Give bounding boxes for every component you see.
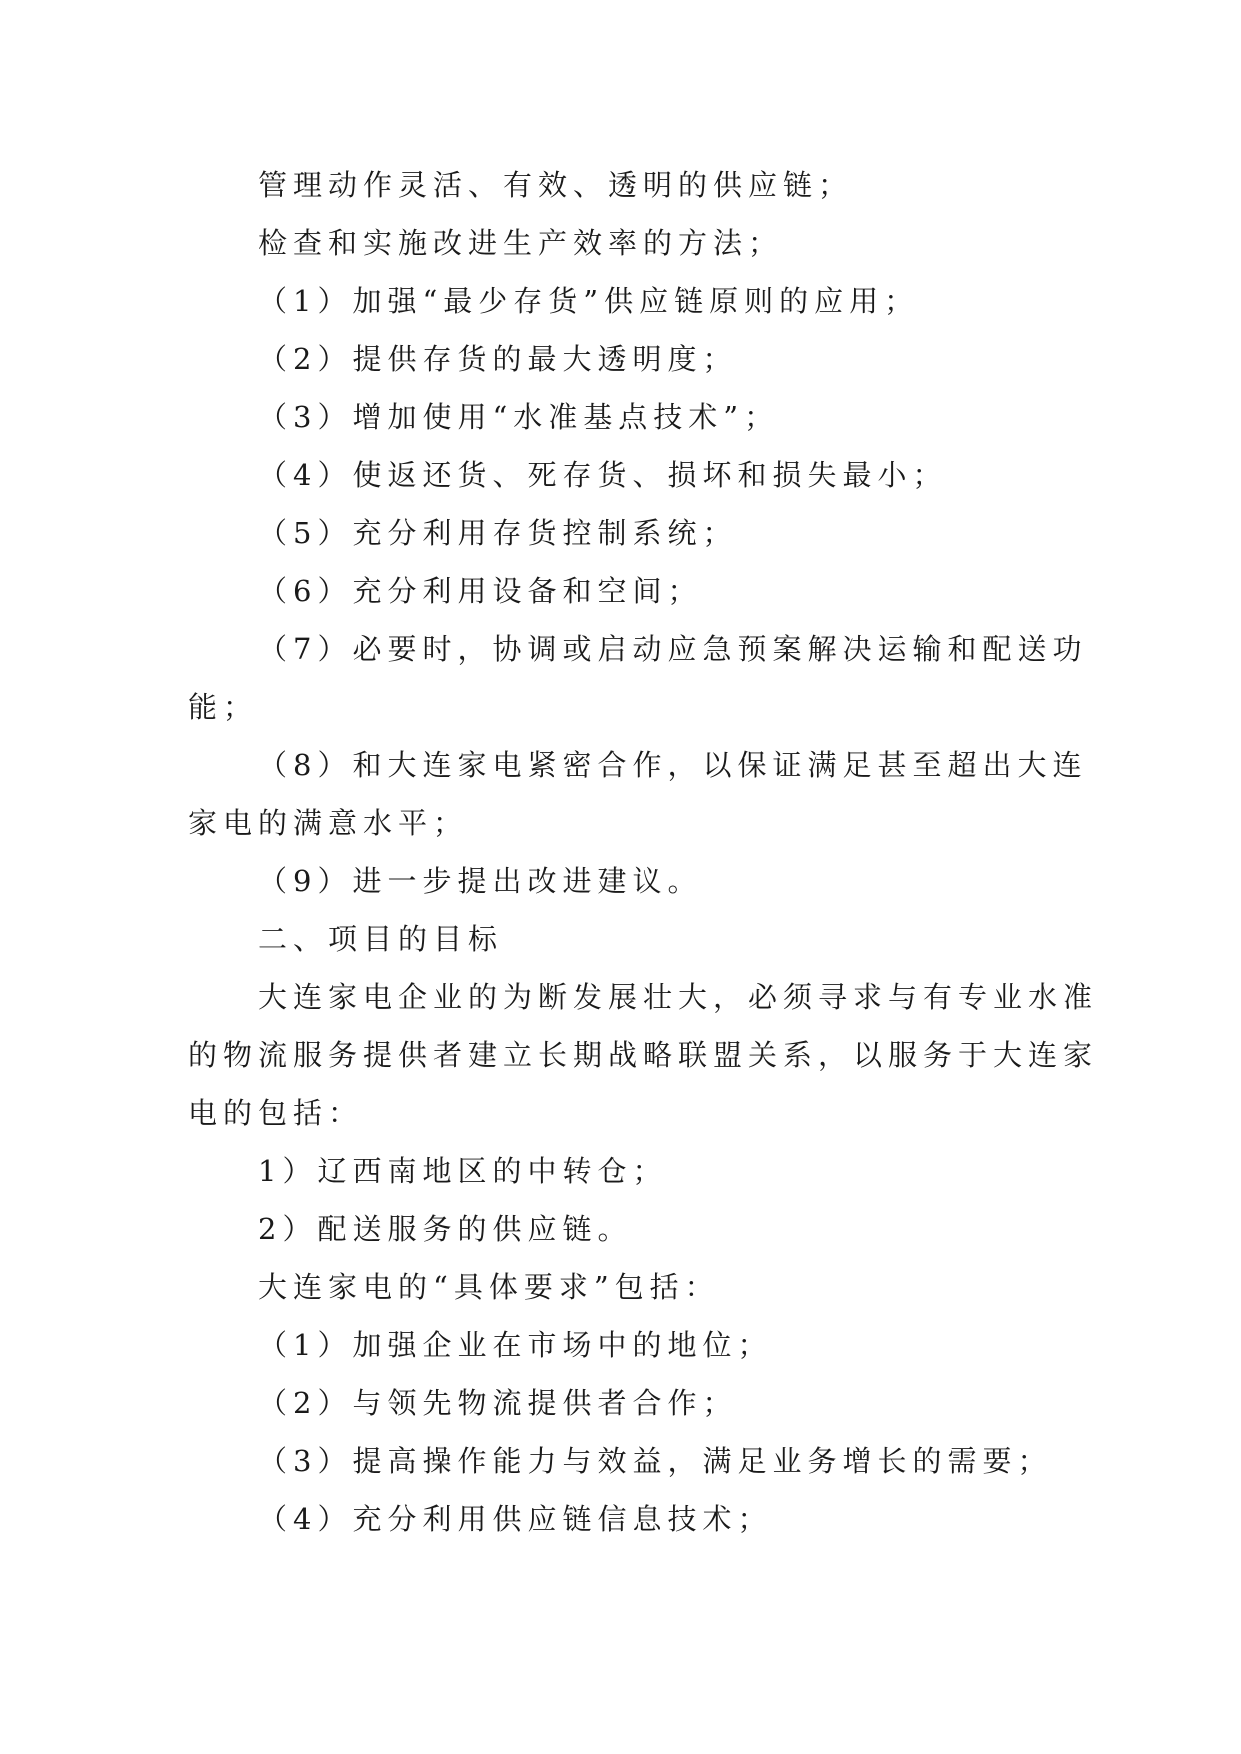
list-item: 2）配送服务的供应链。 (258, 1212, 633, 1246)
list-item: （9）进一步提出改进建议。 (258, 864, 703, 898)
list-item: 1）辽西南地区的中转仓； (258, 1154, 668, 1188)
list-item: （7）必要时，协调或启动应急预案解决运输和配送功 (258, 632, 1088, 666)
section-heading: 二、项目的目标 (258, 922, 504, 956)
list-item: （3）增加使用“水准基点技术”； (258, 400, 780, 434)
list-item: （2）提供存货的最大透明度； (258, 342, 738, 376)
text-line: 检查和实施改进生产效率的方法； (258, 226, 784, 260)
text-line: 大连家电企业的为断发展壮大，必须寻求与有专业水准 (258, 980, 1099, 1014)
list-item: （4）充分利用供应链信息技术； (258, 1502, 773, 1536)
list-item: （1）加强企业在市场中的地位； (258, 1328, 773, 1362)
list-item: （4）使返还货、死存货、损坏和损失最小； (258, 458, 948, 492)
text-line: 大连家电的“具体要求”包括： (258, 1270, 720, 1304)
list-item: （6）充分利用设备和空间； (258, 574, 703, 608)
text-line: 家电的满意水平； (188, 806, 469, 840)
text-line: 的物流服务提供者建立长期战略联盟关系，以服务于大连家 (188, 1038, 1099, 1072)
list-item: （8）和大连家电紧密合作，以保证满足甚至超出大连 (258, 748, 1088, 782)
text-line: 能； (188, 690, 259, 724)
list-item: （2）与领先物流提供者合作； (258, 1386, 738, 1420)
list-item: （1）加强“最少存货”供应链原则的应用； (258, 284, 920, 318)
text-line: 电的包括： (188, 1096, 364, 1130)
list-item: （5）充分利用存货控制系统； (258, 516, 738, 550)
text-line: 管理动作灵活、有效、透明的供应链； (258, 168, 854, 202)
list-item: （3）提高操作能力与效益，满足业务增长的需要； (258, 1444, 1053, 1478)
